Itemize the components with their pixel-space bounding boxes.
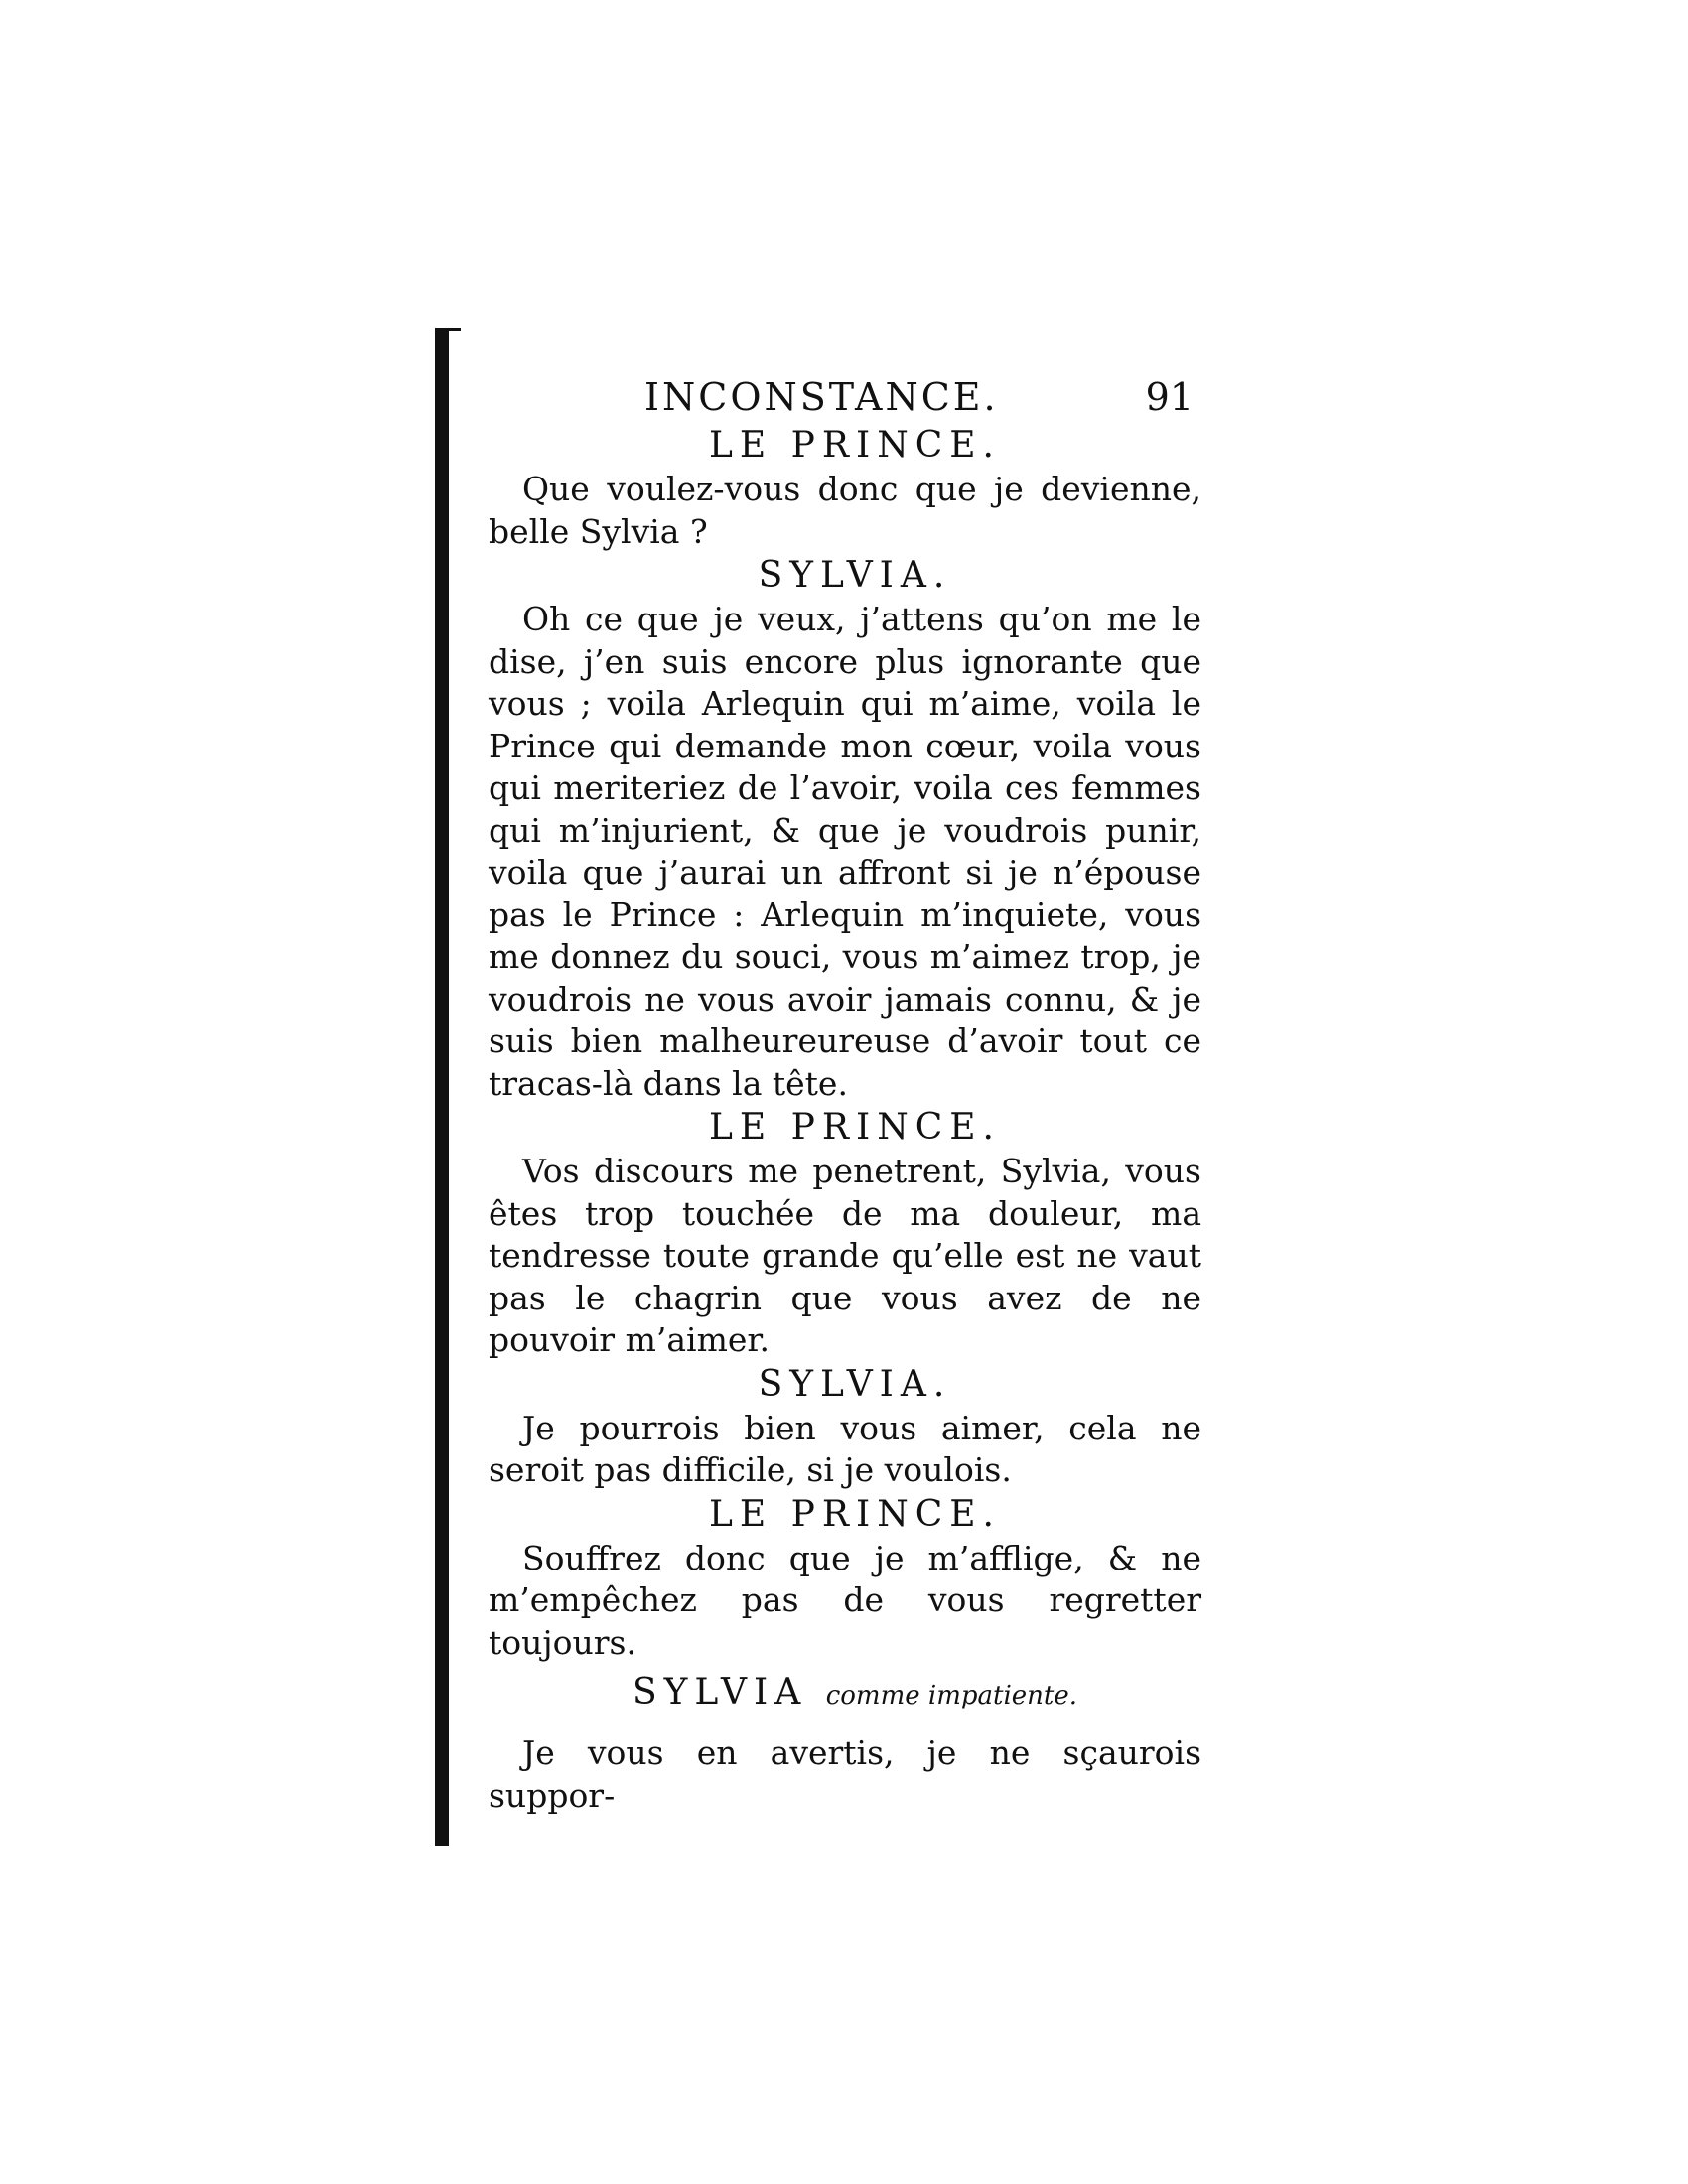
speaker-name: LE PRINCE. <box>709 1107 1001 1148</box>
page-number: 91 <box>1145 375 1194 419</box>
stage-direction: comme impatiente. <box>825 1681 1078 1710</box>
speaker-name: LE PRINCE. <box>709 1493 1001 1535</box>
dialogue-block-5 <box>489 1492 1201 1665</box>
book-page <box>489 375 1201 1817</box>
binding-gutter-tick <box>435 328 461 331</box>
binding-gutter-bar <box>435 328 449 1846</box>
running-title: INCONSTANCE. <box>644 375 999 419</box>
dialogue-block-1 <box>489 423 1201 553</box>
speaker-name: SYLVIA. <box>758 1363 952 1405</box>
dialogue-block-6 <box>489 1670 1201 1817</box>
speech-text: Je pourrois bien vous aimer, cela ne seroit pas difficile, si je voulois. <box>489 1408 1201 1489</box>
speech-text: Que voulez-vous donc que je devienne, belle Sylvia ? <box>489 470 1201 551</box>
dialogue-block-2 <box>489 553 1201 1105</box>
speech-text: Souffrez donc que je m’afflige, & ne m’empêchez pas de vous regretter toujours. <box>489 1538 1201 1662</box>
speaker-name: LE PRINCE. <box>709 425 1001 466</box>
speech-text: Oh ce que je veux, j’attens qu’on me le dise, j’en suis encore plus ignorante que vous ; voila Arlequin qui m’aime, voila le Prince qui demande mon cœur, voila vous qui meriteriez de l’avoir, voila ces femmes qui m’injurient, & que je voudrois punir, voila que j’aurai un affront si je n’épouse pas le Prince : Arlequin m’inquiete, vous me donnez du souci, vous m’aimez trop, je voudrois ne vous avoir jamais connu, & je suis bien malheureureuse d’avoir tout ce tracas-là dans la tête. <box>489 600 1201 1103</box>
speech-text: Je vous en avertis, je ne sçaurois suppor- <box>489 1733 1201 1815</box>
dialogue-block-3 <box>489 1105 1201 1362</box>
dialogue-block-4 <box>489 1362 1201 1492</box>
speaker-name: SYLVIA. <box>758 555 952 596</box>
speech-text: Vos discours me penetrent, Sylvia, vous êtes trop touchée de ma douleur, ma tendresse toute grande qu’elle est ne vaut pas le chagrin que vous avez de ne pouvoir m’aimer. <box>489 1152 1201 1359</box>
running-head <box>489 375 1201 423</box>
speaker-line <box>489 1670 1201 1718</box>
speaker-name: SYLVIA <box>632 1672 808 1712</box>
